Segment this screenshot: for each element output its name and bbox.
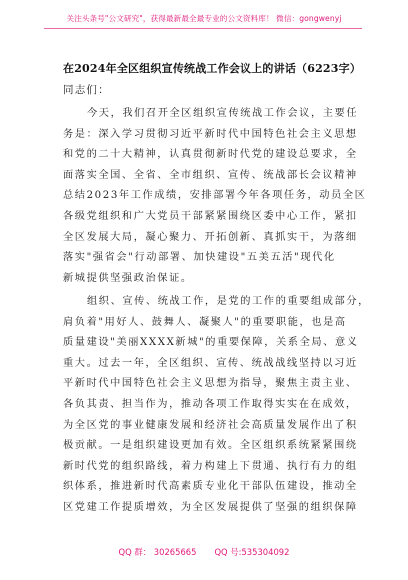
paragraph-line: 新城提供坚强政治保证。 <box>63 272 193 284</box>
paragraph-line: 为全区党的事业健康发展和经济社会高质量发展作出了积 <box>63 419 358 431</box>
paragraph-line: 落实"强省会"行动部署、加快建设"五美五活"现代化 <box>63 252 336 264</box>
paragraph-line: 区党建工作提质增效，为全区发展提供了坚强的组织保障 <box>63 501 358 513</box>
paragraph-line: 和党的二十大精神，认真贯彻新时代党的建设总要求，全 <box>63 149 358 161</box>
paragraph-line: 肩负着"用好人、鼓舞人、凝聚人"的重要职能，也是高 <box>63 316 347 328</box>
greeting: 同志们： <box>63 84 110 96</box>
paragraph-line: 今天，我们召开全区组织宣传统战工作会议，主要任 <box>87 108 359 119</box>
paragraph-line: 总结2023年工作成绩，安排部署今年各项任务，动员全区 <box>63 190 367 202</box>
paragraph-line: 质量建设"美丽XXXX新城"的重要保障，关系全局、意义 <box>63 337 359 349</box>
paragraph-line: 织体系，推进新时代高素质专业化干部队伍建设，推动全 <box>63 481 358 493</box>
paragraph-line: 平新时代中国特色社会主义思想为指导，聚焦主责主业、 <box>63 378 358 390</box>
body-paragraph-2 <box>63 292 370 519</box>
paragraph-line: 极贡献。一是组织建设更加有效。全区组织系统紧紧围绕 <box>63 440 358 452</box>
paragraph-line: 务是：深入学习贯彻习近平新时代中国特色社会主义思想 <box>63 128 358 140</box>
paragraph-line: 面落实全国、全省、全市组织、宣传、统战部长会议精神 <box>63 169 358 181</box>
paragraph-line: 各级党组织和广大党员干部紧紧围绕区委中心工作，紧扣 <box>63 210 358 222</box>
document-title: 在2024年全区组织宣传统战工作会议上的讲话（6223字） <box>63 62 362 75</box>
header-banner: 关注头条号"公文研究"，获得最新最全最专业的公文资料库！ 微信：gongwenyj <box>66 14 342 23</box>
paragraph-line: 全区发展大局，凝心聚力、开拓创新、真抓实干，为落细 <box>63 231 358 243</box>
paragraph-line: 组织、宣传、统战工作，是党的工作的重要组成部分， <box>87 296 370 307</box>
paragraph-line: 重大。过去一年，全区组织、宣传、统战战线坚持以习近 <box>63 357 358 369</box>
body-paragraph-1 <box>63 104 367 289</box>
paragraph-line: 新时代党的组织路线，着力构建上下贯通、执行有力的组 <box>63 460 358 472</box>
footer-qq-number: QQ 号:535304092 <box>214 547 290 557</box>
footer-qq-group: QQ 群： 30265665 <box>118 547 197 557</box>
footer-contact <box>0 546 408 558</box>
paragraph-line: 各负其责、担当作为，推动各项工作取得实实在在成效， <box>63 398 358 410</box>
header-divider <box>44 28 362 29</box>
